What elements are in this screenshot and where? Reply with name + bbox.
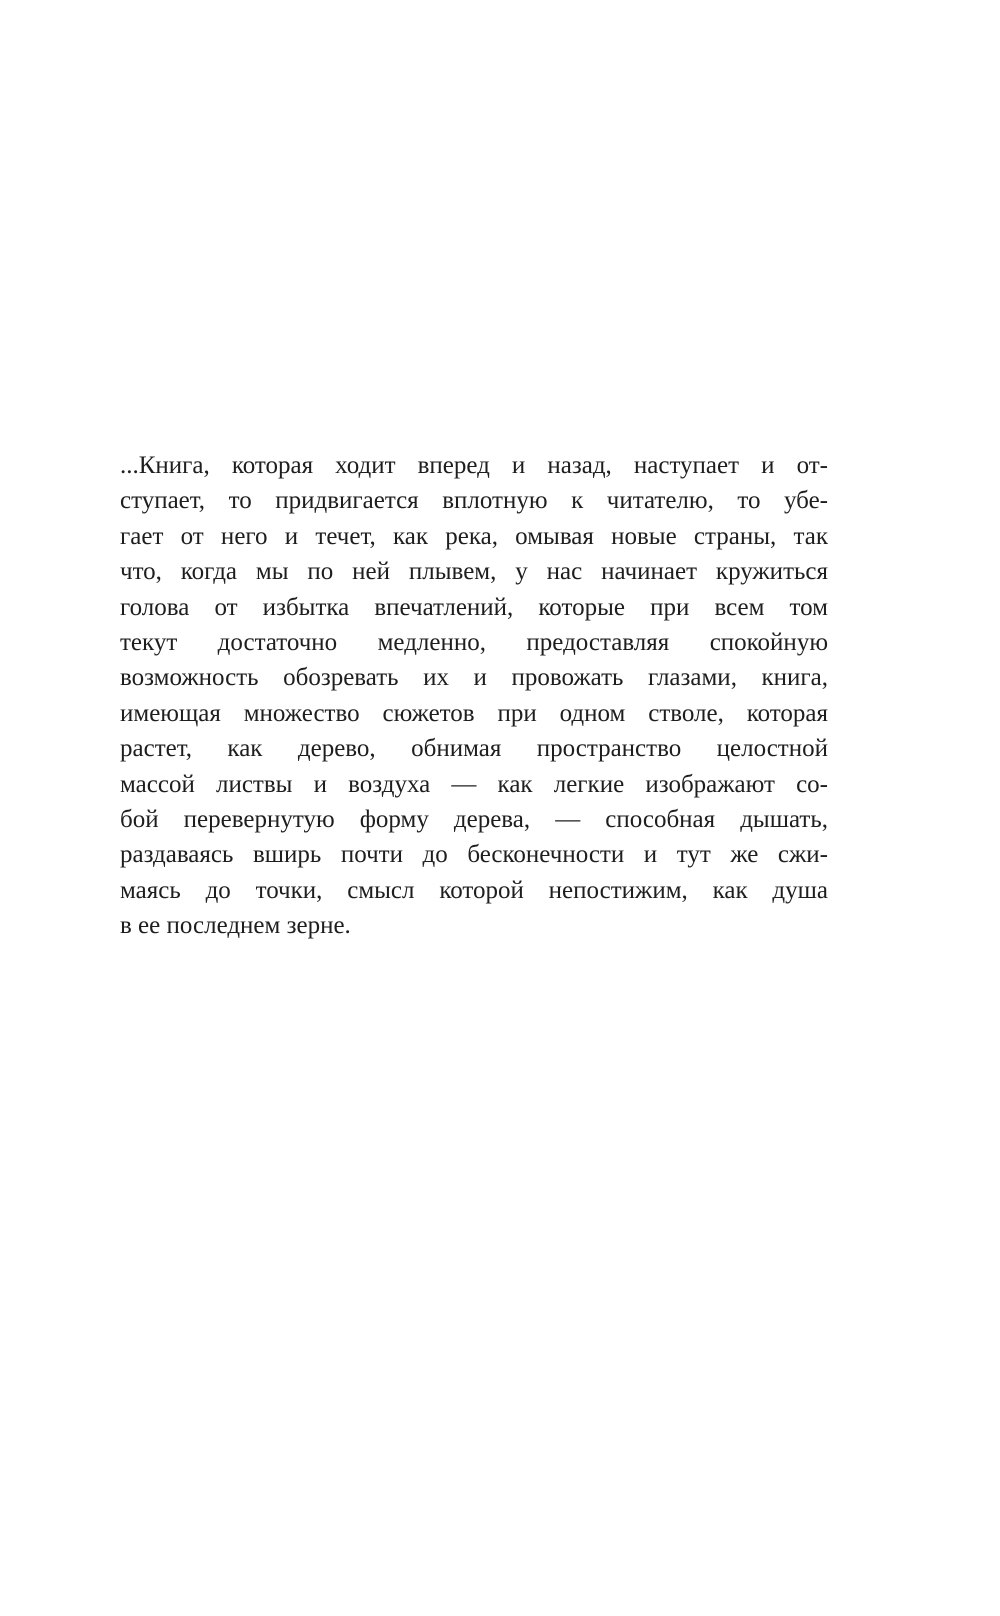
text-line: в ее последнем зерне. — [120, 912, 351, 940]
epigraph-paragraph — [120, 448, 828, 943]
text-line: имеющая множество сюжетов при одном стволе, которая — [120, 699, 828, 727]
text-line: маясь до точки, смысл которой непостижим, как душа — [120, 876, 828, 904]
text-line: ступает, то придвигается вплотную к читателю, то убе- — [120, 487, 828, 515]
text-line: массой листвы и воздуха — как легкие изображают со- — [120, 770, 828, 798]
text-line: ...Книга, которая ходит вперед и назад, наступает и от- — [120, 452, 828, 479]
text-line: что, когда мы по ней плывем, у нас начинает кружиться — [120, 558, 828, 586]
text-line: текут достаточно медленно, предоставляя спокойную — [120, 628, 828, 656]
text-line: бой перевернутую форму дерева, — способная дышать, — [120, 805, 828, 833]
text-line: возможность обозревать их и провожать глазами, книга, — [120, 664, 828, 692]
text-line: гает от него и течет, как река, омывая новые страны, так — [120, 522, 828, 550]
text-line: раздаваясь вширь почти до бесконечности и тут же сжи- — [120, 841, 828, 869]
text-line: голова от избытка впечатлений, которые при всем том — [120, 593, 828, 621]
text-line: растет, как дерево, обнимая пространство целостной — [120, 735, 828, 763]
